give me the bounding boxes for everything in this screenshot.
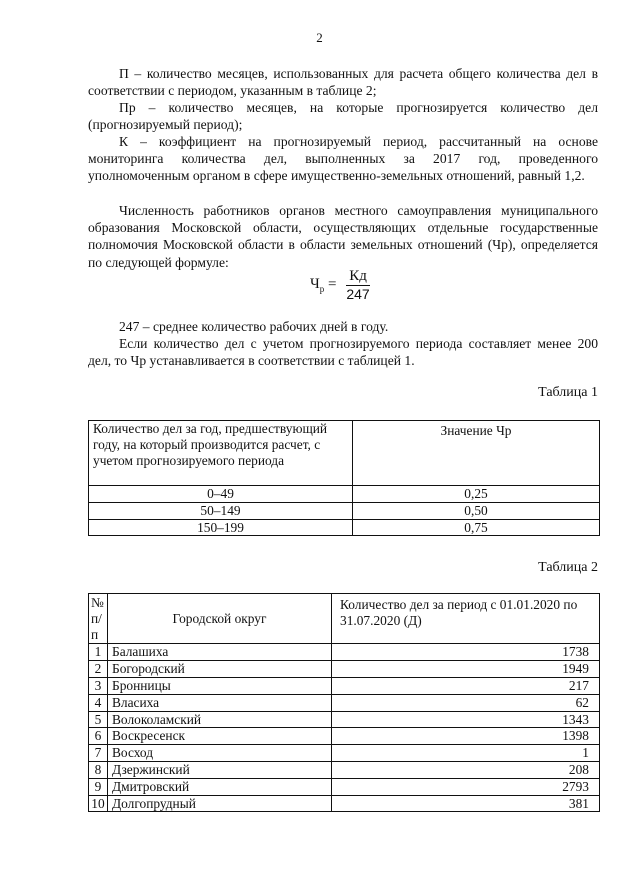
table2-cell: 10: [89, 795, 108, 812]
table1-header-value: Значение Чр: [353, 421, 600, 486]
table-header: [89, 594, 600, 644]
table2-cell: Волоколамский: [108, 711, 332, 728]
table-2: [88, 593, 600, 812]
table2-cell: 2793: [332, 778, 600, 795]
table2-cell: 8: [89, 761, 108, 778]
table2-cell: 62: [332, 694, 600, 711]
table2-cell: 1949: [332, 661, 600, 678]
table2-cell: 2: [89, 661, 108, 678]
table-row: [89, 761, 600, 778]
formula: [310, 268, 370, 302]
table2-cell: Дмитровский: [108, 778, 332, 795]
table-row: [89, 519, 600, 536]
table2-cell: 1738: [332, 644, 600, 661]
table2-cell: 7: [89, 745, 108, 762]
table2-cell: 4: [89, 694, 108, 711]
table-row: [89, 778, 600, 795]
table-row: [89, 644, 600, 661]
paragraph-k-definition: К – коэффициент на прогнозируемый период, рассчитанный на основе мониторинга количества дел, выполненных за 2017 год, проведенного уполномоченным органом в сфере имущественно-земельных отношений, равный 1,2.: [88, 134, 598, 184]
formula-lhs: $Ч_р$: [310, 276, 325, 295]
paragraph-chr-intro: Численность работников органов местного самоуправления муниципального образования Московской области, осуществляющих отдельные государственные полномочия Московской области в области земельных отношений (Чр), определяется по следующей формуле:: [88, 203, 598, 270]
table2-cell: Воскресенск: [108, 728, 332, 745]
table-1: [88, 420, 600, 536]
formula-equals: =: [328, 276, 337, 293]
paragraph-247: 247 – среднее количество рабочих дней в году.: [119, 319, 389, 334]
table1-cell: 0–49: [89, 486, 353, 503]
formula-fraction: [346, 268, 370, 302]
table1-cell: 50–149: [89, 502, 353, 519]
table-row: [89, 661, 600, 678]
table2-cell: 381: [332, 795, 600, 812]
table2-cell: Дзержинский: [108, 761, 332, 778]
table1-cell: 0,25: [353, 486, 600, 503]
table1-cell: 0,50: [353, 502, 600, 519]
table2-cell: 1398: [332, 728, 600, 745]
table2-cell: 5: [89, 711, 108, 728]
table2-cell: 3: [89, 677, 108, 694]
table1-header-count: Количество дел за год, предшествующий году, на который производится расчет, с учетом прогнозируемого периода: [89, 421, 353, 486]
table2-cell: 217: [332, 677, 600, 694]
table2-cell: Власиха: [108, 694, 332, 711]
table2-cell: 1: [332, 745, 600, 762]
table2-cell: 1: [89, 644, 108, 661]
table2-cell: Богородский: [108, 661, 332, 678]
table-row: [89, 502, 600, 519]
table2-header-number: № п/п: [89, 594, 108, 644]
table2-header-count: Количество дел за период с 01.01.2020 по 31.07.2020 (Д): [332, 594, 600, 644]
table1-cell: 150–199: [89, 519, 353, 536]
table2-cell: 208: [332, 761, 600, 778]
table1-caption: Таблица 1: [538, 385, 598, 400]
table-row: [89, 795, 600, 812]
table2-header-district: Городской округ: [108, 594, 332, 644]
table-row: [89, 728, 600, 745]
table-row: [89, 694, 600, 711]
table2-cell: Балашиха: [108, 644, 332, 661]
formula-denominator: 247: [346, 286, 370, 302]
table2-cell: 9: [89, 778, 108, 795]
table2-cell: 6: [89, 728, 108, 745]
table2-cell: Бронницы: [108, 677, 332, 694]
table-row: [89, 711, 600, 728]
paragraph-pr-definition: Пр – количество месяцев, на которые прогнозируется количество дел (прогнозируемый период);: [88, 100, 598, 133]
table2-caption: Таблица 2: [538, 560, 598, 575]
table2-cell: 1343: [332, 711, 600, 728]
paragraph-less-than-200: Если количество дел с учетом прогнозируемого периода составляет менее 200 дел, то Чр устанавливается в соответствии с таблицей 1.: [88, 336, 598, 369]
table2-cell: Восход: [108, 745, 332, 762]
paragraph-p-definition: П – количество месяцев, использованных для расчета общего количества дел в соответствии с периодом, указанным в таблице 2;: [88, 66, 598, 99]
table1-cell: 0,75: [353, 519, 600, 536]
page-number: 2: [316, 30, 323, 45]
table-row: [89, 745, 600, 762]
table-header: [89, 421, 600, 486]
table2-cell: Долгопрудный: [108, 795, 332, 812]
table-row: [89, 486, 600, 503]
formula-numerator: Кд: [346, 268, 370, 286]
table-row: [89, 677, 600, 694]
